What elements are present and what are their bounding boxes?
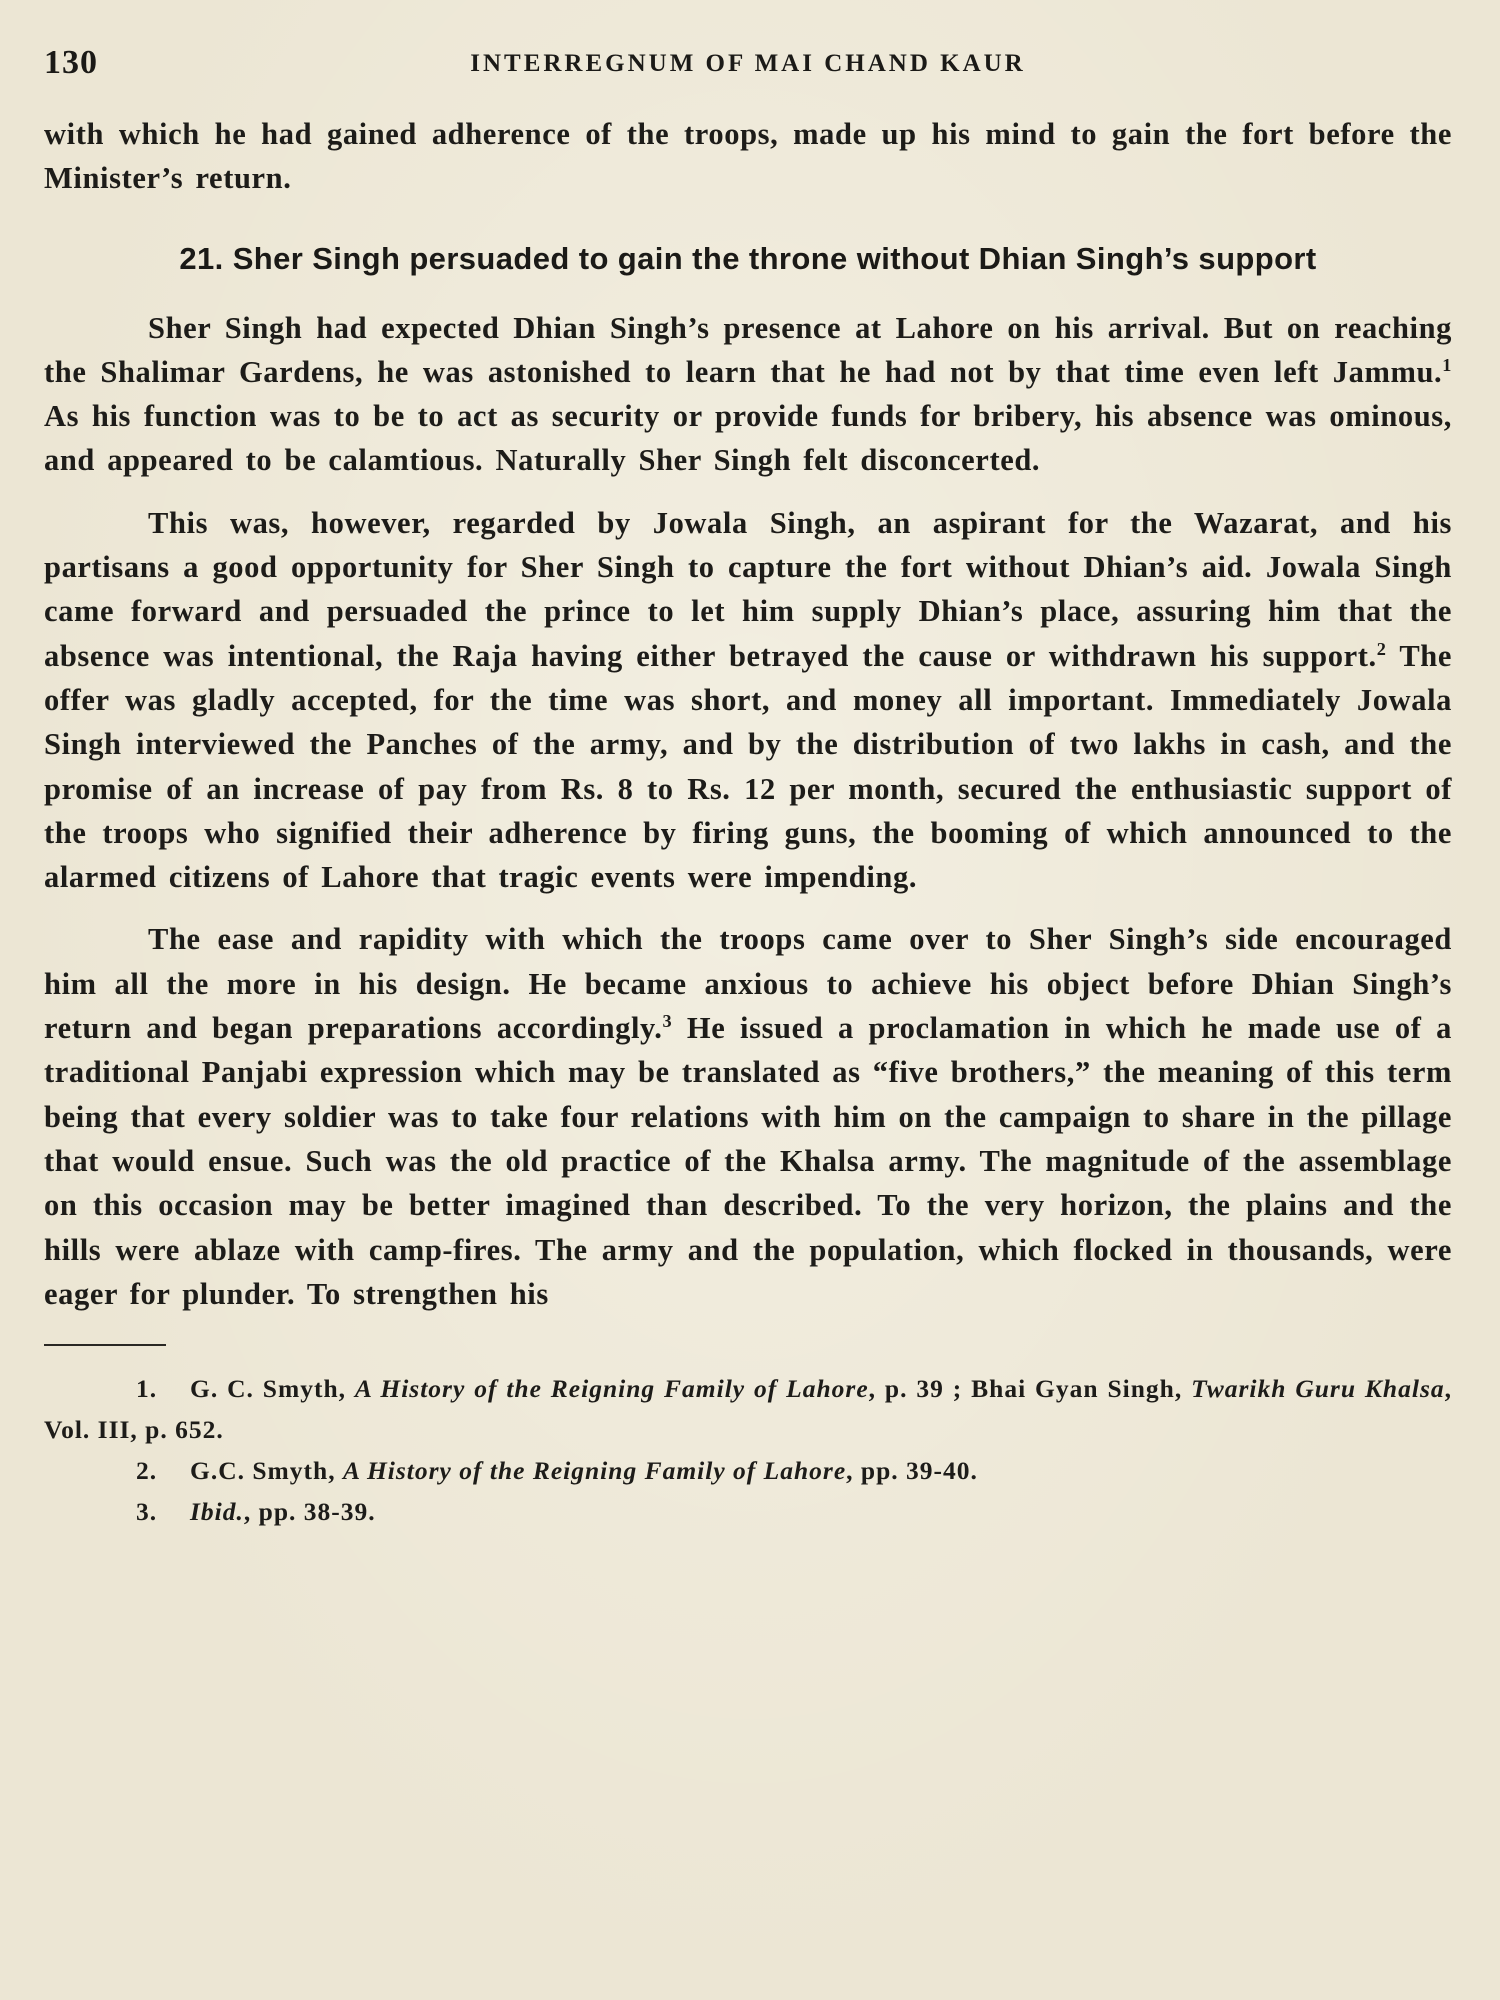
paragraph-2-text-a: This was, however, regarded by Jowala Singh, an aspirant for the Wazarat, and his partisans a good opportunity for Sher Singh to capture the fort without Dhian’s aid. Jowala Singh came forward and persuaded the prince to let him supply Dhian’s place, assuring him that the absence was intentional, the Raja having either betrayed the cause or withdrawn his support. [44, 505, 1452, 673]
footnote-title: A History of the Reigning Family of Lahore [354, 1374, 869, 1404]
footnote-ref-2: 2 [1376, 638, 1387, 659]
paragraph-3-text-b: He issued a proclamation in which he made use of a traditional Panjabi expression which may be translated as “five brothers,” the meaning of this term being that every soldier was to take four relations with him on the campaign to share in the pillage that would ensue. Such was the old practice of the Khalsa army. The magnitude of the assemblage on this occasion may be better imagined than described. To the very horizon, the plains and the hills were ablaze with camp-fires. The army and the population, which flocked in thousands, were eager for plunder. To strengthen his [44, 1011, 1452, 1311]
paragraph-2 [44, 501, 1452, 900]
footnotes [44, 1368, 1452, 1532]
footnote-text: , pp. 38-39. [243, 1497, 376, 1527]
paragraph-3-text-a: The ease and rapidity with which the troops came over to Sher Singh’s side encouraged him all the more in his design. He became anxious to achieve his object before Dhian Singh’s return and began preparations accordingly. [44, 922, 1452, 1046]
paragraph-1-text-a: Sher Singh had expected Dhian Singh’s presence at Lahore on his arrival. But on reaching the Shalimar Gardens, he was astonished to learn that he had not by that time even left Jammu. [44, 310, 1452, 389]
footnote-text: G. C. Smyth, [190, 1374, 355, 1404]
footnote-ref-1: 1 [1442, 354, 1452, 375]
footnote-text: , p. 39 ; Bhai Gyan Singh, [868, 1374, 1192, 1404]
footnote-text: , pp. 39-40. [846, 1456, 978, 1486]
page-number: 130 [44, 44, 98, 81]
footnote-number: 2. [136, 1456, 158, 1486]
footnote-divider [44, 1344, 166, 1346]
paragraph-1-text-b: As his function was to be to act as security or provide funds for bribery, his absence was ominous, and appeared to be calamtious. Naturally Sher Singh felt disconcerted. [44, 399, 1452, 478]
footnote-3 [44, 1491, 1452, 1532]
footnote-ref-3: 3 [662, 1010, 673, 1031]
running-head: INTERREGNUM OF MAI CHAND KAUR [470, 50, 1026, 77]
footnote-number: 1. [136, 1374, 158, 1404]
paragraph-2-text-b: The offer was gladly accepted, for the time was short, and money all important. Immediately Jowala Singh interviewed the Panches of the army, and by the distribution of two lakhs in cash, and the promise of an increase of pay from Rs. 8 to Rs. 12 per month, secured the enthusiastic support of the troops who signified their adherence by firing guns, the booming of which announced to the alarmed citizens of Lahore that tragic events were impending. [44, 638, 1452, 895]
footnote-title: Ibid. [190, 1497, 244, 1527]
paragraph-1 [44, 306, 1452, 483]
footnote-text: G.C. Smyth, [190, 1456, 343, 1486]
footnote-title: A History of the Reigning Family of Lahore [342, 1456, 847, 1486]
footnote-text: , Vol. III, p. 652. [44, 1374, 1452, 1445]
footnote-title: Twarikh Guru Khalsa [1191, 1374, 1445, 1404]
paragraph-continued: with which he had gained adherence of the troops, made up his mind to gain the fort before the Minister’s return. [44, 117, 1452, 196]
footnote-number: 3. [136, 1497, 158, 1527]
section-heading: 21. Sher Singh persuaded to gain the throne without Dhian Singh’s support [179, 240, 1317, 276]
footnote-1 [44, 1368, 1452, 1450]
paragraph-3 [44, 917, 1452, 1316]
page-header [44, 44, 1452, 88]
footnote-2 [44, 1450, 1452, 1491]
